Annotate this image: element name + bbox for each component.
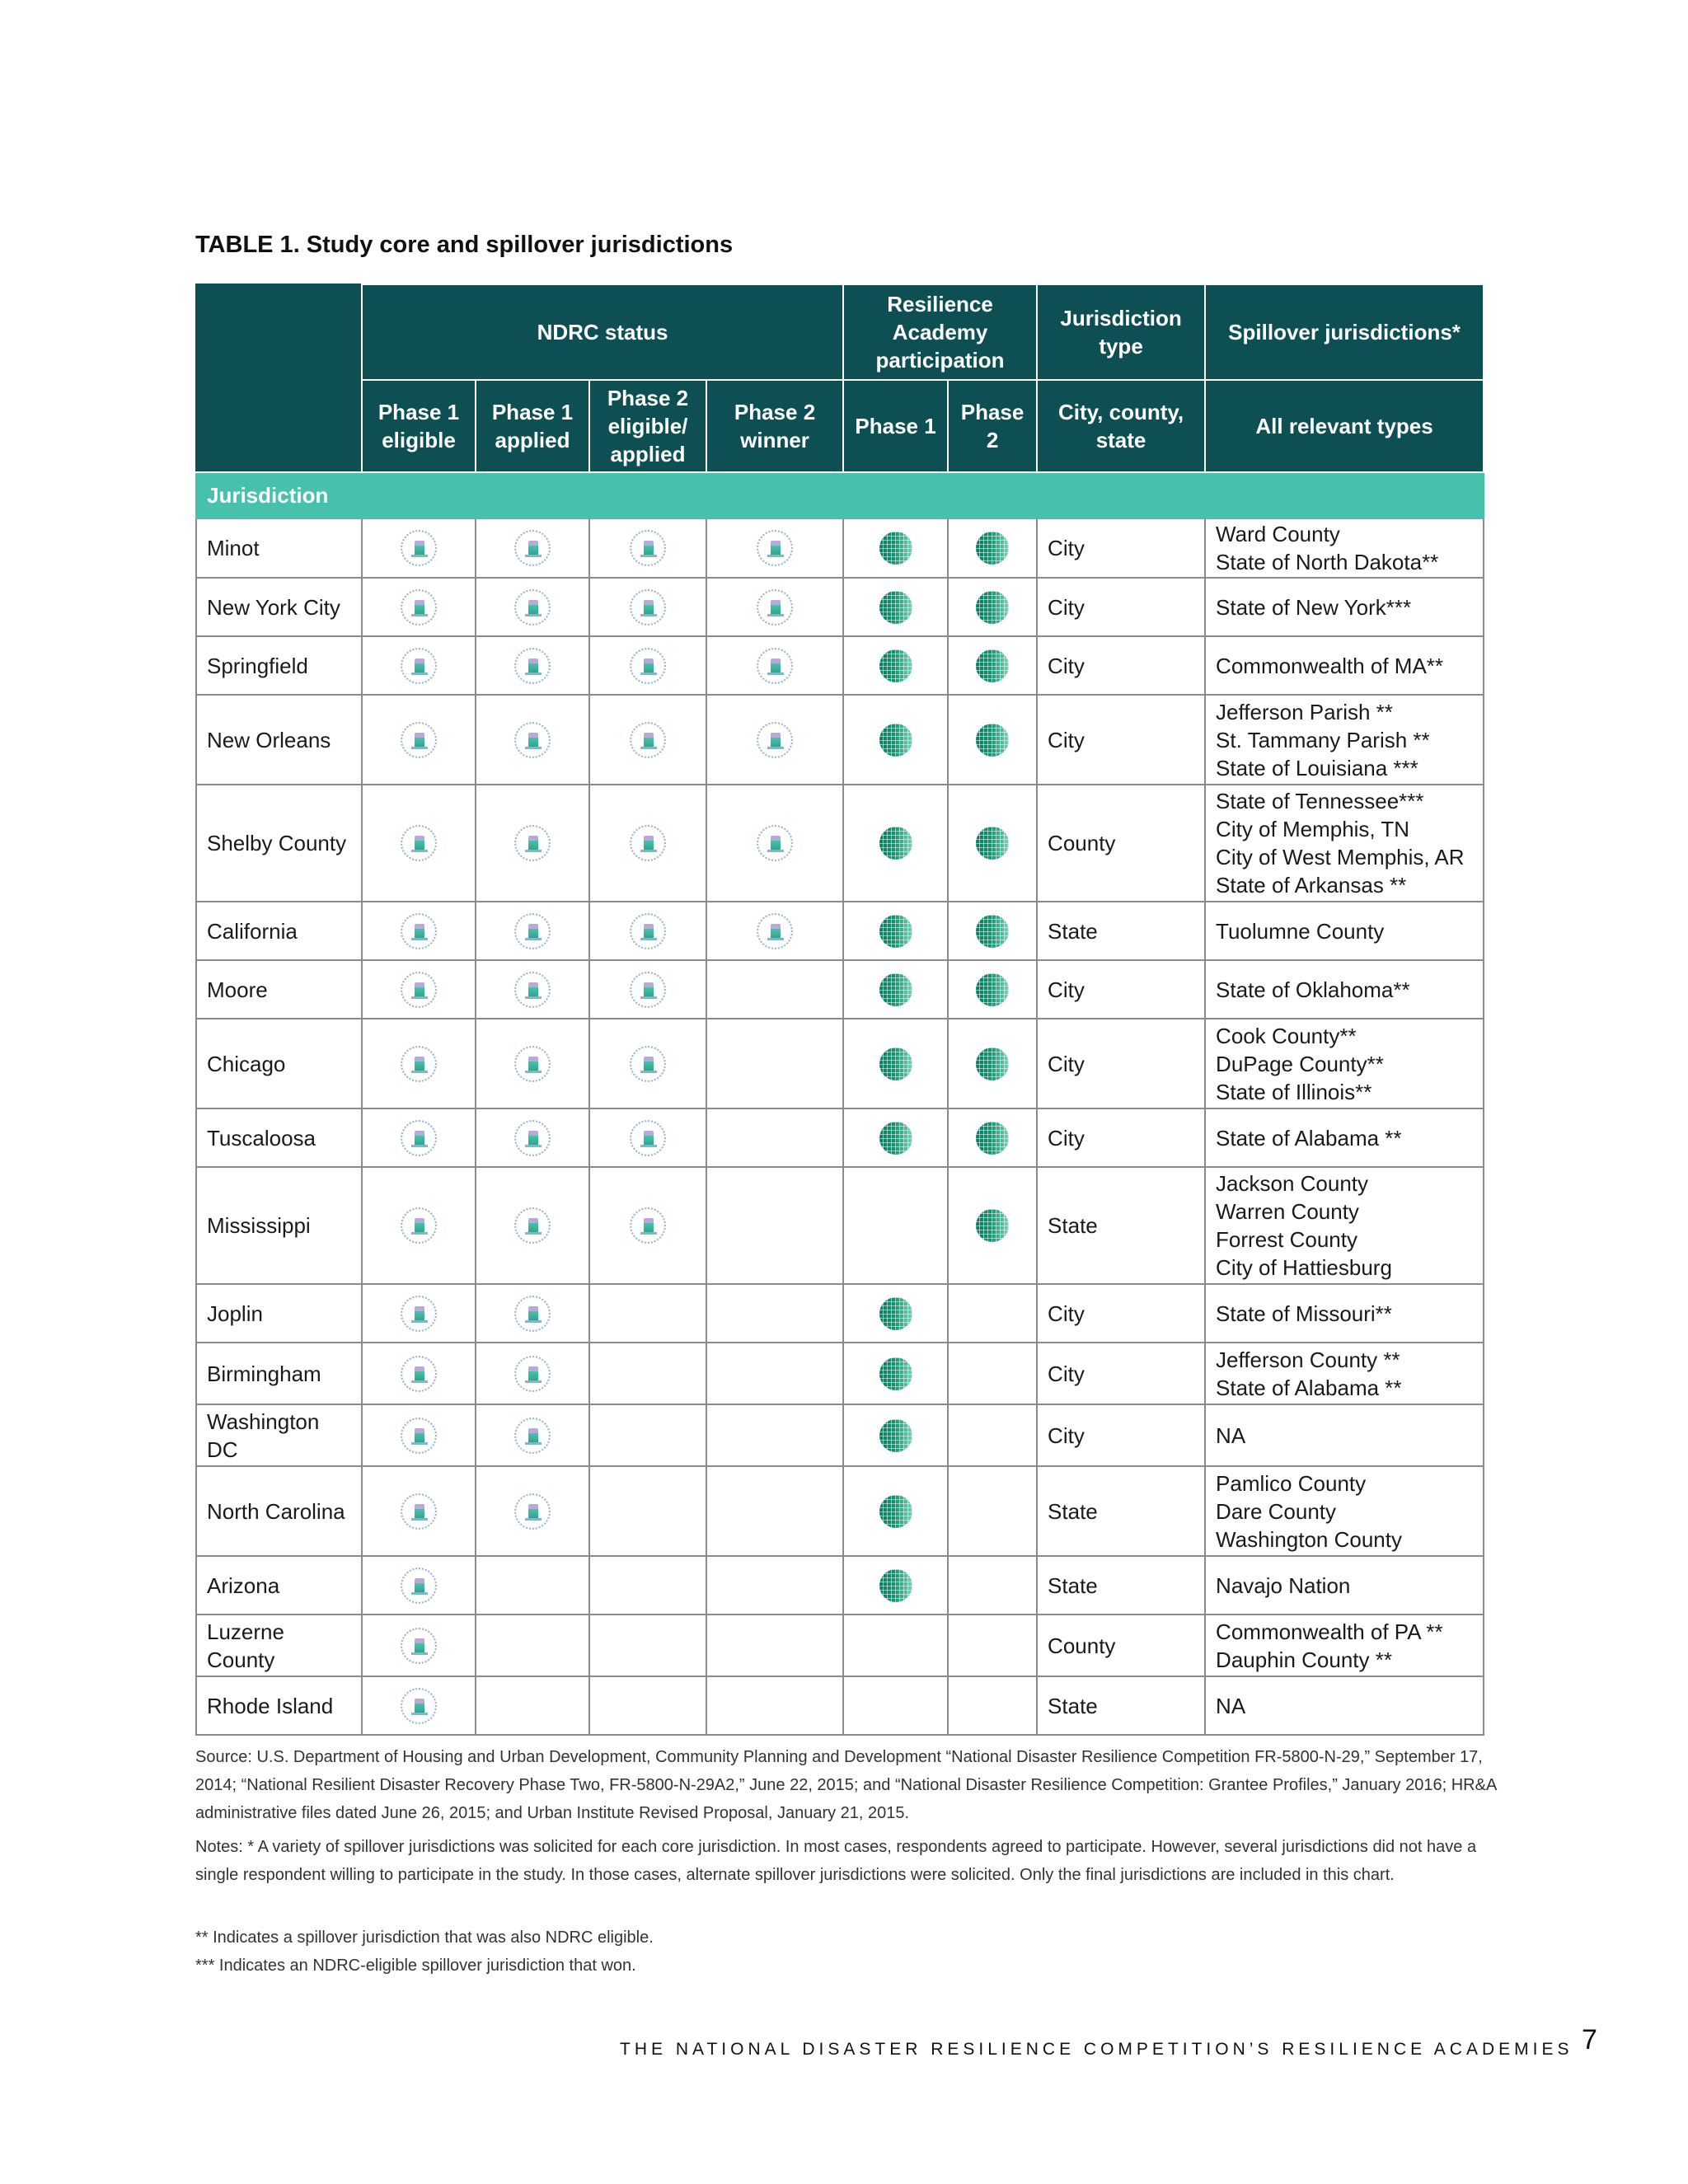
resilience-academy-globe-icon	[879, 973, 912, 1006]
resilience-academy-globe-icon	[976, 591, 1009, 624]
status-cell-ra-phase1	[843, 960, 948, 1019]
status-cell-phase2-winner	[706, 636, 843, 695]
spillover-item: Jefferson County **	[1216, 1347, 1400, 1372]
resilience-academy-globe-icon	[976, 1209, 1009, 1242]
spillover-list	[1205, 1676, 1484, 1735]
status-cell-phase2-winner	[706, 1284, 843, 1343]
hud-seal-icon	[514, 825, 551, 861]
status-cell-phase1-eligible	[362, 1556, 476, 1615]
status-cell-phase2-eligible	[589, 1343, 706, 1404]
table-row	[196, 1404, 1484, 1466]
status-cell-phase1-applied	[476, 1556, 589, 1615]
jurisdiction-name: Mississippi	[196, 1167, 362, 1284]
spillover-item: City of Memphis, TN	[1216, 817, 1410, 841]
jurisdiction-type: State	[1037, 1556, 1205, 1615]
table-row	[196, 636, 1484, 695]
status-cell-ra-phase1	[843, 1284, 948, 1343]
status-cell-phase1-eligible	[362, 518, 476, 578]
resilience-academy-globe-icon	[976, 724, 1009, 757]
resilience-academy-globe-icon	[879, 591, 912, 624]
status-cell-phase1-applied	[476, 960, 589, 1019]
status-cell-phase2-eligible	[589, 518, 706, 578]
spillover-item: State of Louisiana ***	[1216, 755, 1418, 780]
status-cell-phase1-applied	[476, 1343, 589, 1404]
spillover-list	[1205, 1556, 1484, 1615]
spillover-item: Commonwealth of MA**	[1216, 653, 1444, 678]
status-cell-phase2-eligible	[589, 1615, 706, 1676]
status-cell-phase2-eligible	[589, 1404, 706, 1466]
status-cell-phase1-applied	[476, 1676, 589, 1735]
status-cell-phase1-applied	[476, 1019, 589, 1108]
hud-seal-icon	[401, 530, 437, 566]
resilience-academy-globe-icon	[976, 1047, 1009, 1080]
status-cell-phase1-applied	[476, 636, 589, 695]
hud-seal-icon	[401, 825, 437, 861]
table-row	[196, 1615, 1484, 1676]
status-cell-phase2-eligible	[589, 785, 706, 902]
jurisdiction-name: Birmingham	[196, 1343, 362, 1404]
hud-seal-icon	[630, 1046, 666, 1082]
status-cell-phase1-applied	[476, 578, 589, 636]
hud-seal-icon	[401, 913, 437, 949]
status-cell-phase1-applied	[476, 1284, 589, 1343]
hud-seal-icon	[630, 972, 666, 1008]
spillover-list	[1205, 785, 1484, 902]
status-cell-ra-phase2	[948, 1167, 1037, 1284]
spillover-item: State of Alabama **	[1216, 1125, 1402, 1151]
hud-seal-icon	[630, 1120, 666, 1156]
status-cell-phase1-eligible	[362, 578, 476, 636]
spillover-item: St. Tammany Parish **	[1216, 727, 1430, 752]
hud-seal-icon	[514, 530, 551, 566]
jurisdiction-name: California	[196, 902, 362, 960]
jurisdiction-name: Moore	[196, 960, 362, 1019]
spillover-item: NA	[1216, 1693, 1246, 1718]
status-cell-phase1-eligible	[362, 1167, 476, 1284]
jurisdiction-type: City	[1037, 1019, 1205, 1108]
hud-seal-icon	[514, 722, 551, 758]
spillover-item: State of Tennessee***	[1216, 789, 1424, 813]
table-title: TABLE 1. Study core and spillover jurisdictions	[195, 232, 734, 258]
hud-seal-icon	[514, 913, 551, 949]
hud-seal-icon	[401, 1568, 437, 1604]
hud-seal-icon	[401, 648, 437, 684]
spillover-item: Navajo Nation	[1216, 1572, 1351, 1598]
table-row	[196, 1019, 1484, 1108]
hud-seal-icon	[401, 1418, 437, 1454]
spillover-item: State of North Dakota**	[1216, 550, 1439, 574]
resilience-academy-globe-icon	[879, 724, 912, 757]
corner-header-cell	[196, 284, 362, 472]
table-row	[196, 695, 1484, 785]
spillover-list	[1205, 1404, 1484, 1466]
status-cell-ra-phase1	[843, 1404, 948, 1466]
hud-seal-icon	[514, 1207, 551, 1244]
status-cell-ra-phase2	[948, 636, 1037, 695]
spillover-item: City of West Memphis, AR	[1216, 845, 1465, 869]
jurisdiction-type: City	[1037, 960, 1205, 1019]
status-cell-phase1-eligible	[362, 1019, 476, 1108]
status-cell-phase2-winner	[706, 1404, 843, 1466]
header-phase2-eligible-applied: Phase 2 eligible/ applied	[589, 380, 706, 472]
status-cell-phase1-eligible	[362, 785, 476, 902]
spillover-list	[1205, 578, 1484, 636]
resilience-academy-globe-icon	[879, 827, 912, 860]
status-cell-phase2-eligible	[589, 1556, 706, 1615]
status-cell-phase1-eligible	[362, 1284, 476, 1343]
jurisdiction-type: City	[1037, 636, 1205, 695]
spillover-list	[1205, 1167, 1484, 1284]
hud-seal-icon	[630, 648, 666, 684]
spillover-list	[1205, 1284, 1484, 1343]
header-type-sub: City, county, state	[1037, 380, 1205, 472]
spillover-list	[1205, 1108, 1484, 1167]
status-cell-ra-phase1	[843, 1167, 948, 1284]
status-cell-phase1-applied	[476, 1404, 589, 1466]
status-cell-phase2-winner	[706, 578, 843, 636]
status-cell-ra-phase1	[843, 902, 948, 960]
hud-seal-icon	[630, 913, 666, 949]
status-cell-phase1-eligible	[362, 636, 476, 695]
resilience-academy-globe-icon	[879, 1122, 912, 1155]
hud-seal-icon	[630, 825, 666, 861]
spillover-item: Dare County	[1216, 1498, 1337, 1524]
spillover-item: Forrest County	[1216, 1227, 1357, 1252]
status-cell-phase1-eligible	[362, 1343, 476, 1404]
status-cell-phase2-winner	[706, 1167, 843, 1284]
spillover-list	[1205, 1615, 1484, 1676]
hud-seal-icon	[514, 972, 551, 1008]
jurisdiction-name: Rhode Island	[196, 1676, 362, 1735]
status-cell-ra-phase2	[948, 785, 1037, 902]
status-cell-phase2-winner	[706, 1466, 843, 1556]
status-cell-ra-phase2	[948, 695, 1037, 785]
spillover-list	[1205, 960, 1484, 1019]
jurisdiction-type: City	[1037, 578, 1205, 636]
jurisdiction-name: Springfield	[196, 636, 362, 695]
jurisdiction-type: State	[1037, 1167, 1205, 1284]
hud-seal-icon	[401, 1628, 437, 1664]
hud-seal-icon	[757, 825, 793, 861]
jurisdiction-group-row: Jurisdiction	[196, 472, 1484, 518]
status-cell-phase1-applied	[476, 902, 589, 960]
jurisdiction-name: Arizona	[196, 1556, 362, 1615]
status-cell-ra-phase2	[948, 1676, 1037, 1735]
status-cell-phase2-eligible	[589, 1466, 706, 1556]
spillover-item: State of Missouri**	[1216, 1301, 1392, 1326]
status-cell-phase1-eligible	[362, 902, 476, 960]
header-ndrc-status: NDRC status	[362, 284, 843, 380]
status-cell-phase1-eligible	[362, 1676, 476, 1735]
status-cell-phase2-eligible	[589, 960, 706, 1019]
hud-seal-icon	[514, 1418, 551, 1454]
status-cell-ra-phase1	[843, 518, 948, 578]
jurisdiction-name: North Carolina	[196, 1466, 362, 1556]
status-cell-ra-phase2	[948, 518, 1037, 578]
spillover-list	[1205, 1343, 1484, 1404]
spillover-item: Warren County	[1216, 1199, 1359, 1224]
table-row	[196, 1284, 1484, 1343]
jurisdiction-name: Tuscaloosa	[196, 1108, 362, 1167]
spillover-item: Cook County**	[1216, 1023, 1357, 1048]
status-cell-phase2-winner	[706, 785, 843, 902]
status-cell-phase1-applied	[476, 518, 589, 578]
jurisdiction-type: County	[1037, 785, 1205, 902]
resilience-academy-globe-icon	[976, 827, 1009, 860]
spillover-item: State of Arkansas **	[1216, 873, 1407, 898]
status-cell-phase1-applied	[476, 1108, 589, 1167]
table-row	[196, 1108, 1484, 1167]
header-spillover: Spillover jurisdictions*	[1205, 284, 1484, 380]
status-cell-phase2-eligible	[589, 1019, 706, 1108]
table-row	[196, 518, 1484, 578]
resilience-academy-globe-icon	[879, 915, 912, 948]
header-ra-phase2: Phase 2	[948, 380, 1037, 472]
spillover-item: Washington County	[1216, 1526, 1402, 1552]
double-star-note: ** Indicates a spillover jurisdiction that was also NDRC eligible.	[195, 1929, 654, 1947]
spillover-item: Ward County	[1216, 522, 1340, 546]
status-cell-phase2-eligible	[589, 578, 706, 636]
hud-seal-icon	[514, 1356, 551, 1392]
jurisdiction-name: Joplin	[196, 1284, 362, 1343]
status-cell-ra-phase2	[948, 1343, 1037, 1404]
resilience-academy-globe-icon	[879, 1047, 912, 1080]
jurisdiction-type: State	[1037, 902, 1205, 960]
spillover-item: State of Oklahoma**	[1216, 977, 1410, 1002]
status-cell-ra-phase2	[948, 1615, 1037, 1676]
hud-seal-icon	[757, 648, 793, 684]
status-cell-ra-phase1	[843, 785, 948, 902]
resilience-academy-globe-icon	[879, 1297, 912, 1330]
status-cell-ra-phase1	[843, 636, 948, 695]
table-row	[196, 960, 1484, 1019]
status-cell-phase1-applied	[476, 1466, 589, 1556]
spillover-item: State of Alabama **	[1216, 1375, 1402, 1400]
spillover-item: Dauphin County **	[1216, 1647, 1392, 1672]
jurisdiction-name: Chicago	[196, 1019, 362, 1108]
status-cell-ra-phase1	[843, 1108, 948, 1167]
hud-seal-icon	[757, 589, 793, 626]
header-phase2-winner: Phase 2 winner	[706, 380, 843, 472]
hud-seal-icon	[514, 589, 551, 626]
table-row	[196, 902, 1484, 960]
status-cell-ra-phase2	[948, 1108, 1037, 1167]
jurisdiction-name: Shelby County	[196, 785, 362, 902]
status-cell-phase1-eligible	[362, 695, 476, 785]
source-note: Source: U.S. Department of Housing and Urban Development, Community Planning and Development “National Disaster Resilience Competition FR-5800-N-29,” September 17, 2014; “National Resilient Disaster Recovery Phase Two, FR-5800-N-29A2,” June 22, 2015; and “National Disaster Resilience Competition: Grantee Profiles,” January 2016; HR&A administrative files dated June 26, 2015; and Urban Institute Revised Proposal, January 21, 2015.	[195, 1748, 1497, 1822]
spillover-item: City of Hattiesburg	[1216, 1255, 1392, 1280]
jurisdiction-type: City	[1037, 1284, 1205, 1343]
spillover-item: Tuolumne County	[1216, 918, 1385, 944]
resilience-academy-globe-icon	[879, 649, 912, 682]
status-cell-ra-phase1	[843, 1019, 948, 1108]
header-spillover-sub: All relevant types	[1205, 380, 1484, 472]
hud-seal-icon	[757, 722, 793, 758]
status-cell-phase2-eligible	[589, 636, 706, 695]
status-cell-ra-phase1	[843, 1556, 948, 1615]
status-cell-ra-phase1	[843, 1343, 948, 1404]
hud-seal-icon	[630, 722, 666, 758]
resilience-academy-globe-icon	[879, 1495, 912, 1528]
status-cell-ra-phase2	[948, 960, 1037, 1019]
spillover-list	[1205, 518, 1484, 578]
hud-seal-icon	[401, 1688, 437, 1724]
spillover-item: Pamlico County	[1216, 1470, 1367, 1496]
spillover-list	[1205, 636, 1484, 695]
hud-seal-icon	[401, 1296, 437, 1332]
spillover-item: NA	[1216, 1422, 1246, 1448]
status-cell-ra-phase2	[948, 902, 1037, 960]
jurisdiction-type: State	[1037, 1676, 1205, 1735]
jurisdiction-type: City	[1037, 518, 1205, 578]
jurisdiction-name: New Orleans	[196, 695, 362, 785]
hud-seal-icon	[401, 1493, 437, 1530]
hud-seal-icon	[514, 1046, 551, 1082]
status-cell-ra-phase1	[843, 578, 948, 636]
status-cell-ra-phase1	[843, 1615, 948, 1676]
table-row	[196, 1466, 1484, 1556]
hud-seal-icon	[630, 530, 666, 566]
status-cell-phase1-eligible	[362, 1466, 476, 1556]
status-cell-phase1-applied	[476, 695, 589, 785]
jurisdiction-name: Luzerne County	[196, 1615, 362, 1676]
status-cell-ra-phase2	[948, 1556, 1037, 1615]
status-cell-phase1-eligible	[362, 1108, 476, 1167]
header-phase1-eligible: Phase 1 eligible	[362, 380, 476, 472]
hud-seal-icon	[514, 648, 551, 684]
status-cell-phase1-eligible	[362, 1615, 476, 1676]
status-cell-phase2-eligible	[589, 1284, 706, 1343]
hud-seal-icon	[630, 589, 666, 626]
hud-seal-icon	[401, 972, 437, 1008]
spillover-list	[1205, 1466, 1484, 1556]
status-cell-phase2-winner	[706, 1676, 843, 1735]
status-cell-phase2-winner	[706, 1556, 843, 1615]
resilience-academy-globe-icon	[976, 649, 1009, 682]
status-cell-ra-phase2	[948, 1019, 1037, 1108]
spillover-item: State of New York***	[1216, 594, 1412, 620]
spillover-item: State of Illinois**	[1216, 1079, 1372, 1104]
jurisdiction-type: County	[1037, 1615, 1205, 1676]
status-cell-phase2-winner	[706, 902, 843, 960]
table-row	[196, 1343, 1484, 1404]
resilience-academy-globe-icon	[976, 532, 1009, 565]
spillover-item: Jefferson Parish **	[1216, 699, 1393, 724]
header-resilience-academy: Resilience Academy participation	[843, 284, 1037, 380]
status-cell-phase1-applied	[476, 785, 589, 902]
jurisdiction-name: New York City	[196, 578, 362, 636]
resilience-academy-globe-icon	[976, 1122, 1009, 1155]
status-cell-phase2-eligible	[589, 902, 706, 960]
status-cell-ra-phase2	[948, 1466, 1037, 1556]
status-cell-ra-phase1	[843, 695, 948, 785]
status-cell-ra-phase2	[948, 578, 1037, 636]
status-cell-ra-phase1	[843, 1466, 948, 1556]
status-cell-phase1-eligible	[362, 960, 476, 1019]
resilience-academy-globe-icon	[879, 1419, 912, 1452]
triple-star-note: *** Indicates an NDRC-eligible spillover jurisdiction that won.	[195, 1957, 636, 1975]
hud-seal-icon	[630, 1207, 666, 1244]
status-cell-phase2-winner	[706, 1019, 843, 1108]
hud-seal-icon	[401, 1046, 437, 1082]
jurisdiction-type: City	[1037, 695, 1205, 785]
jurisdiction-type: City	[1037, 1343, 1205, 1404]
status-cell-phase2-winner	[706, 1615, 843, 1676]
jurisdiction-name: Washington DC	[196, 1404, 362, 1466]
jurisdiction-type: State	[1037, 1466, 1205, 1556]
status-cell-ra-phase2	[948, 1284, 1037, 1343]
hud-seal-icon	[514, 1296, 551, 1332]
status-cell-phase2-winner	[706, 1108, 843, 1167]
resilience-academy-globe-icon	[879, 1357, 912, 1390]
status-cell-phase2-eligible	[589, 695, 706, 785]
status-cell-phase1-eligible	[362, 1404, 476, 1466]
table-row	[196, 1556, 1484, 1615]
hud-seal-icon	[757, 913, 793, 949]
header-ra-phase1: Phase 1	[843, 380, 948, 472]
status-cell-phase2-winner	[706, 960, 843, 1019]
hud-seal-icon	[401, 1207, 437, 1244]
hud-seal-icon	[401, 1120, 437, 1156]
hud-seal-icon	[401, 589, 437, 626]
status-cell-phase2-winner	[706, 1343, 843, 1404]
spillover-item: Commonwealth of PA **	[1216, 1619, 1443, 1644]
hud-seal-icon	[757, 530, 793, 566]
notes-text: Notes: * A variety of spillover jurisdictions was solicited for each core jurisdiction. In most cases, respondents agreed to participate. However, several jurisdictions did not have a single respondent willing to participate in the study. In those cases, alternate spillover jurisdictions were solicited. Only the final jurisdictions are included in this chart.	[195, 1838, 1477, 1884]
status-cell-phase1-applied	[476, 1167, 589, 1284]
hud-seal-icon	[514, 1120, 551, 1156]
jurisdiction-type: City	[1037, 1404, 1205, 1466]
status-cell-phase1-applied	[476, 1615, 589, 1676]
spillover-item: Jackson County	[1216, 1171, 1369, 1196]
status-cell-phase2-winner	[706, 695, 843, 785]
running-footer: THE NATIONAL DISASTER RESILIENCE COMPETITION’S RESILIENCE ACADEMIES	[620, 2040, 1573, 2059]
table-row	[196, 1167, 1484, 1284]
resilience-academy-globe-icon	[976, 973, 1009, 1006]
header-phase1-applied: Phase 1 applied	[476, 380, 589, 472]
page-number: 7	[1582, 2024, 1597, 2055]
spillover-item: DuPage County**	[1216, 1051, 1384, 1076]
resilience-academy-globe-icon	[879, 1569, 912, 1602]
jurisdiction-type: City	[1037, 1108, 1205, 1167]
jurisdiction-name: Minot	[196, 518, 362, 578]
status-cell-phase2-eligible	[589, 1167, 706, 1284]
hud-seal-icon	[401, 722, 437, 758]
status-cell-ra-phase1	[843, 1676, 948, 1735]
jurisdictions-table	[195, 284, 1484, 1736]
spillover-list	[1205, 1019, 1484, 1108]
status-cell-phase2-eligible	[589, 1108, 706, 1167]
table-row	[196, 578, 1484, 636]
resilience-academy-globe-icon	[879, 532, 912, 565]
header-jurisdiction-type: Jurisdiction type	[1037, 284, 1205, 380]
resilience-academy-globe-icon	[976, 915, 1009, 948]
hud-seal-icon	[514, 1493, 551, 1530]
status-cell-phase2-eligible	[589, 1676, 706, 1735]
status-cell-phase2-winner	[706, 518, 843, 578]
spillover-list	[1205, 695, 1484, 785]
hud-seal-icon	[401, 1356, 437, 1392]
status-cell-ra-phase2	[948, 1404, 1037, 1466]
table-row	[196, 785, 1484, 902]
table-row	[196, 1676, 1484, 1735]
spillover-list	[1205, 902, 1484, 960]
